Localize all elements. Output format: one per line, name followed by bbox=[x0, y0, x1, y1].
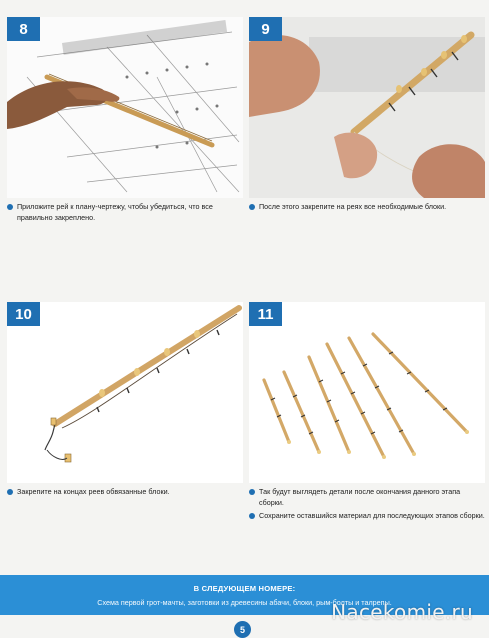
step-8-caption bbox=[7, 202, 243, 223]
step-text: После этого закрепите на реях все необходимые блоки. bbox=[259, 202, 447, 211]
attaching-blocks-photo bbox=[249, 17, 485, 198]
yard-with-end-blocks-photo bbox=[7, 302, 243, 483]
plan-with-yard-photo bbox=[7, 17, 243, 198]
step-text: Закрепите на концах реев обвязанные блоки. bbox=[17, 487, 170, 496]
next-issue-title: В СЛЕДУЮЩЕМ НОМЕРЕ: bbox=[193, 584, 296, 593]
step-badge: 10 bbox=[7, 302, 40, 326]
step-10-caption bbox=[7, 487, 243, 498]
step-badge: 9 bbox=[249, 17, 282, 41]
page-number: 5 bbox=[234, 621, 251, 638]
site-watermark: Nacekomie.ru bbox=[331, 600, 473, 624]
bullet-icon bbox=[7, 204, 13, 210]
bullet-icon bbox=[249, 489, 255, 495]
bullet-icon bbox=[7, 489, 13, 495]
step-text: Приложите рей к плану-чертежу, чтобы убедиться, что все правильно закреплено. bbox=[17, 202, 213, 222]
next-issue-text: Схема первой грот-мачты, заготовки из древесины абачи, блоки, рым-болты и талрепы. bbox=[97, 598, 392, 607]
bullet-icon bbox=[249, 204, 255, 210]
step-badge: 8 bbox=[7, 17, 40, 41]
step-text: Сохраните оставшийся материал для последующих этапов сборки. bbox=[259, 511, 485, 520]
step-text: Так будут выглядеть детали после окончания данного этапа сборки. bbox=[259, 487, 461, 507]
bullet-icon bbox=[249, 513, 255, 519]
step-9-caption bbox=[249, 202, 485, 213]
step-badge: 11 bbox=[249, 302, 282, 326]
step-8-photo bbox=[7, 17, 243, 198]
step-10-photo bbox=[7, 302, 243, 483]
finished-yards-photo bbox=[249, 302, 485, 483]
step-11-caption bbox=[249, 487, 485, 522]
step-9-photo bbox=[249, 17, 485, 198]
step-11-photo bbox=[249, 302, 485, 483]
